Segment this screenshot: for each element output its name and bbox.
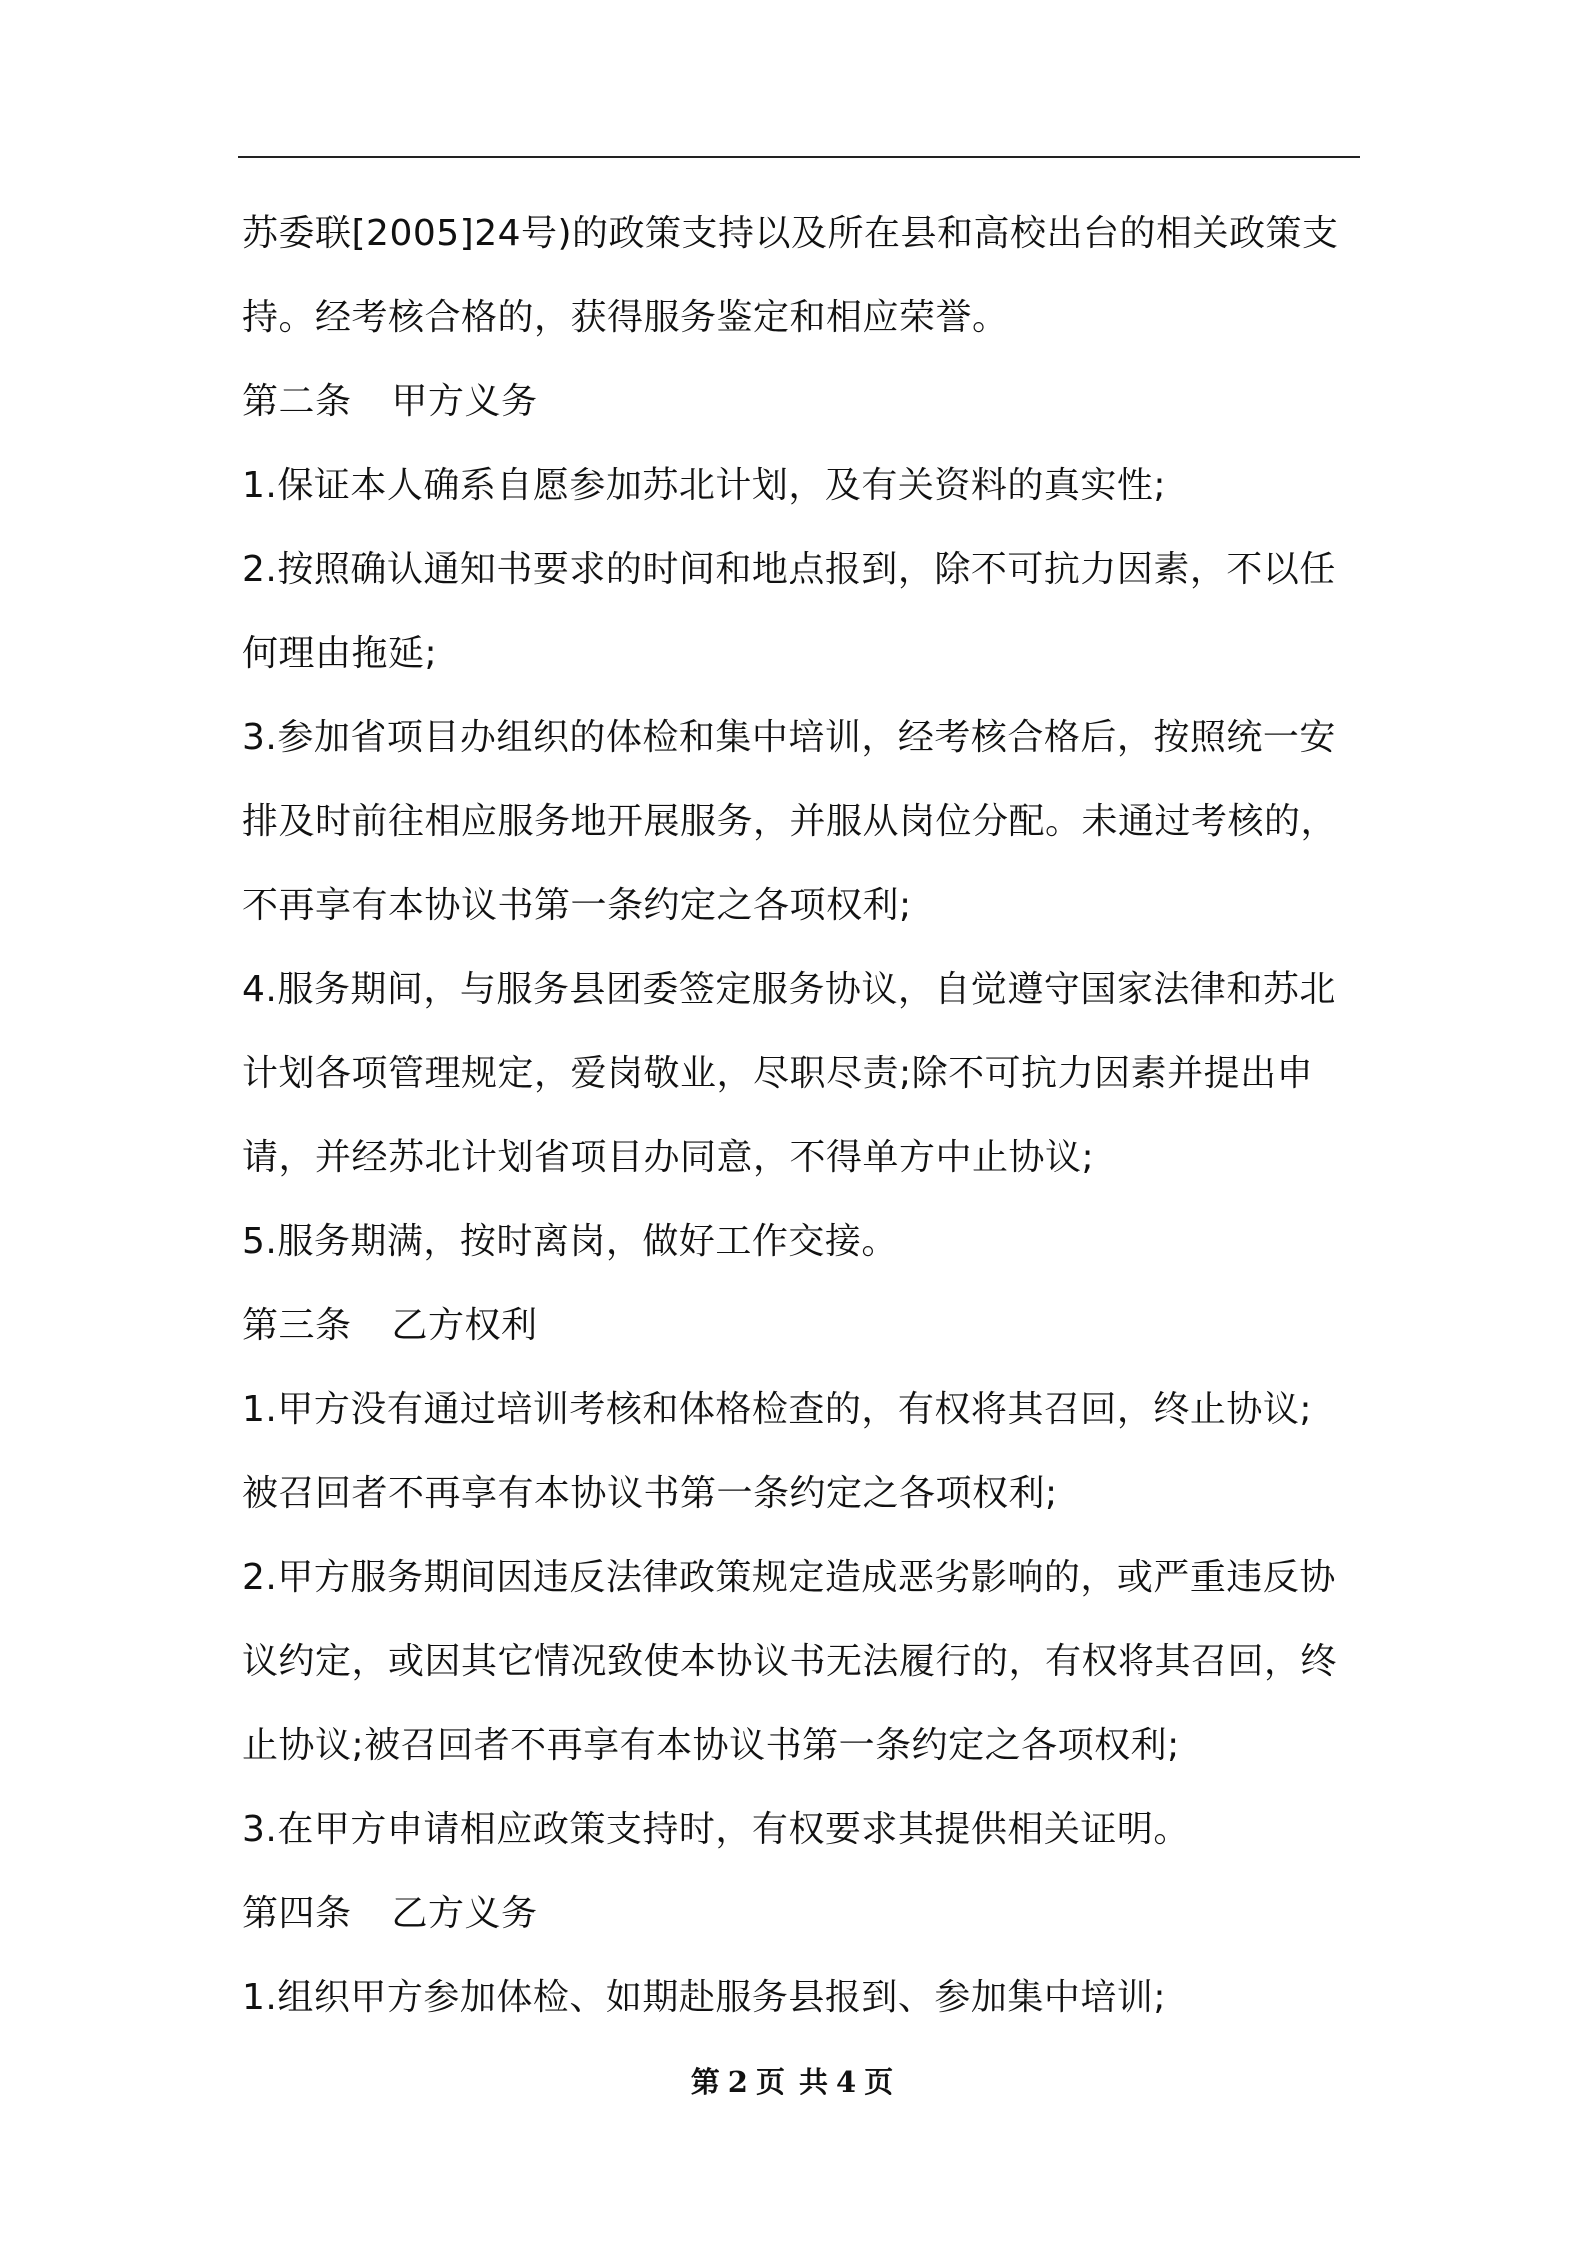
text-line: 排及时前往相应服务地开展服务，并服从岗位分配。未通过考核的，: [242, 801, 1338, 842]
text-line: 持。经考核合格的，获得服务鉴定和相应荣誉。: [242, 297, 1009, 338]
footer-prefix: 第: [690, 2065, 722, 2099]
text-line: 1.组织甲方参加体检、如期赴服务县报到、参加集中培训;: [242, 1977, 1166, 2018]
article-heading: [242, 1872, 1362, 1956]
text-line: 1.保证本人确系自愿参加苏北计划，及有关资料的真实性;: [242, 465, 1166, 506]
footer-suffix: 页: [864, 2065, 896, 2099]
article-heading: [242, 1284, 1362, 1368]
article-title: 乙方权利: [391, 1305, 538, 1346]
page-footer: [0, 2060, 1586, 2101]
text-line: 计划各项管理规定，爱岗敬业，尽职尽责;除不可抗力因素并提出申: [242, 1053, 1314, 1094]
text-line: 何理由拖延;: [242, 633, 438, 674]
document-body: [242, 192, 1362, 2040]
article-number: 第四条: [242, 1893, 352, 1934]
text-line: 4.服务期间，与服务县团委签定服务协议，自觉遵守国家法律和苏北: [242, 969, 1336, 1010]
text-line: 请，并经苏北计划省项目办同意，不得单方中止协议;: [242, 1137, 1095, 1178]
footer-total-pages: 4: [836, 2065, 859, 2099]
header-rule: [238, 156, 1360, 158]
article-title: 甲方义务: [391, 381, 538, 422]
text-line: 2.按照确认通知书要求的时间和地点报到，除不可抗力因素，不以任: [242, 549, 1336, 590]
text-line: 止协议;被召回者不再享有本协议书第一条约定之各项权利;: [242, 1725, 1180, 1766]
text-line: 不再享有本协议书第一条约定之各项权利;: [242, 885, 912, 926]
article-title: 乙方义务: [391, 1893, 538, 1934]
footer-page-number: 2: [727, 2065, 750, 2099]
article-number: 第三条: [242, 1305, 352, 1346]
text-line: 3.参加省项目办组织的体检和集中培训，经考核合格后，按照统一安: [242, 717, 1336, 758]
text-line: 5.服务期满，按时离岗，做好工作交接。: [242, 1221, 898, 1262]
footer-middle: 页 共: [755, 2065, 831, 2099]
text-line: 2.甲方服务期间因违反法律政策规定造成恶劣影响的，或严重违反协: [242, 1557, 1336, 1598]
article-number: 第二条: [242, 381, 352, 422]
text-line: 苏委联[2005]24号)的政策支持以及所在县和高校出台的相关政策支: [242, 213, 1339, 254]
article-heading: [242, 360, 1362, 444]
text-line: 3.在甲方申请相应政策支持时，有权要求其提供相关证明。: [242, 1809, 1190, 1850]
text-line: 1.甲方没有通过培训考核和体格检查的，有权将其召回，终止协议;: [242, 1389, 1312, 1430]
text-line: 被召回者不再享有本协议书第一条约定之各项权利;: [242, 1473, 1058, 1514]
text-line: 议约定，或因其它情况致使本协议书无法履行的，有权将其召回，终: [242, 1641, 1338, 1682]
